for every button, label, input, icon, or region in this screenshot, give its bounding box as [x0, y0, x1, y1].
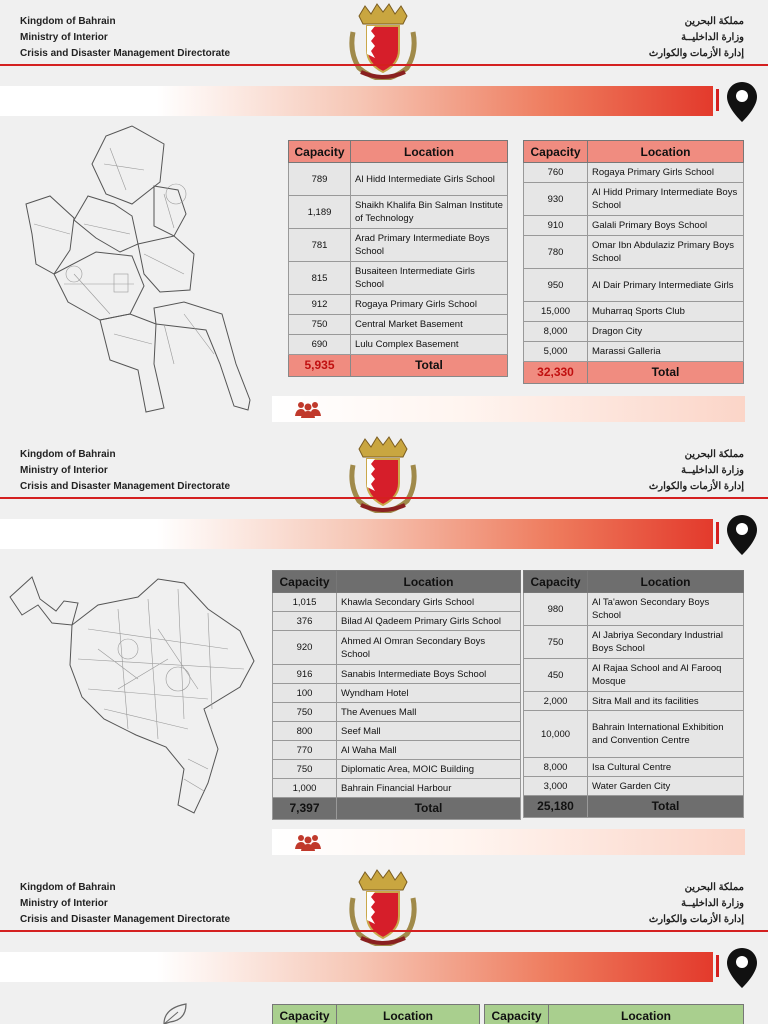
ministry-emblem	[345, 2, 421, 80]
col-capacity: Capacity	[524, 571, 588, 593]
location-cell: Lulu Complex Basement	[351, 335, 508, 355]
header-ministry: Ministry of Interior	[20, 465, 108, 476]
district-map	[8, 569, 258, 819]
banner-marker	[716, 955, 719, 977]
location-cell: Al Jabriya Secondary Industrial Boys School	[588, 626, 744, 659]
shelter-table-right	[523, 570, 744, 818]
col-location: Location	[337, 1005, 480, 1024]
capacity-cell: 910	[524, 216, 588, 236]
capacity-cell: 916	[273, 665, 337, 684]
banner-marker	[716, 522, 719, 544]
capacity-cell: 15,000	[524, 302, 588, 322]
header-ministry: Ministry of Interior	[20, 898, 108, 909]
capacity-cell: 8,000	[524, 758, 588, 777]
capacity-cell: 100	[273, 684, 337, 703]
total-label: Total	[588, 362, 744, 384]
col-capacity: Capacity	[273, 1005, 337, 1024]
col-location: Location	[588, 141, 744, 163]
col-capacity: Capacity	[485, 1005, 549, 1024]
location-cell: Muharraq Sports Club	[588, 302, 744, 322]
header-kingdom: Kingdom of Bahrain	[20, 16, 116, 27]
ministry-emblem	[345, 435, 421, 513]
capacity-cell: 376	[273, 612, 337, 631]
location-cell: Water Garden City	[588, 777, 744, 796]
header-ministry-ar: وزارة الداخليــة	[681, 898, 744, 909]
header-kingdom-ar: مملكة البحرين	[684, 449, 744, 460]
capacity-cell: 450	[524, 659, 588, 692]
capacity-cell: 950	[524, 269, 588, 302]
col-capacity: Capacity	[289, 141, 351, 163]
col-capacity: Capacity	[273, 571, 337, 593]
section-banner	[0, 519, 713, 549]
capacity-cell: 1,000	[273, 779, 337, 798]
capacity-cell: 912	[289, 295, 351, 315]
leaf-icon	[160, 1002, 190, 1024]
capacity-cell: 1,189	[289, 196, 351, 229]
section-banner	[0, 86, 713, 116]
header-directorate: Crisis and Disaster Management Directorate	[20, 481, 231, 492]
header-directorate: Crisis and Disaster Management Directorate	[20, 48, 231, 59]
shelter-table-left	[272, 1004, 480, 1024]
header-english	[20, 880, 230, 928]
location-cell: Al Dair Primary Intermediate Girls	[588, 269, 744, 302]
header-english	[20, 447, 230, 495]
location-cell: Khawla Secondary Girls School	[337, 593, 521, 612]
location-cell: Sanabis Intermediate Boys School	[337, 665, 521, 684]
capacity-cell: 781	[289, 229, 351, 262]
capacity-cell: 980	[524, 593, 588, 626]
header-directorate-ar: إدارة الأزمات والكوارث	[648, 481, 744, 492]
header-ministry-ar: وزارة الداخليــة	[681, 32, 744, 43]
total-capacity: 32,330	[524, 362, 588, 384]
page-1	[0, 0, 768, 433]
total-capacity: 7,397	[273, 798, 337, 820]
header-english	[20, 14, 230, 62]
header-directorate-ar: إدارة الأزمات والكوارث	[648, 48, 744, 59]
location-cell: Shaikh Khalifa Bin Salman Institute of Technology	[351, 196, 508, 229]
location-cell: Rogaya Primary Girls School	[588, 163, 744, 183]
location-cell: Al Rajaa School and Al Farooq Mosque	[588, 659, 744, 692]
header-divider	[0, 64, 768, 66]
location-cell: Al Ta'awon Secondary Boys School	[588, 593, 744, 626]
location-cell: Galali Primary Boys School	[588, 216, 744, 236]
header-ministry-ar: وزارة الداخليــة	[681, 465, 744, 476]
capacity-cell: 2,000	[524, 692, 588, 711]
header-directorate-ar: إدارة الأزمات والكوارث	[648, 914, 744, 925]
location-cell: Al Hidd Primary Intermediate Boys School	[588, 183, 744, 216]
location-cell: Bahrain Financial Harbour	[337, 779, 521, 798]
location-cell: Rogaya Primary Girls School	[351, 295, 508, 315]
capacity-cell: 920	[273, 631, 337, 665]
capacity-cell: 789	[289, 163, 351, 196]
location-cell: Busaiteen Intermediate Girls School	[351, 262, 508, 295]
header-arabic	[649, 14, 744, 62]
capacity-cell: 750	[273, 760, 337, 779]
col-location: Location	[588, 571, 744, 593]
capacity-cell: 750	[524, 626, 588, 659]
total-label: Total	[588, 796, 744, 818]
header-kingdom: Kingdom of Bahrain	[20, 882, 116, 893]
people-icon	[294, 833, 322, 851]
capacity-cell: 8,000	[524, 322, 588, 342]
location-cell: Sitra Mall and its facilities	[588, 692, 744, 711]
shelter-table-left	[272, 570, 521, 820]
capacity-cell: 930	[524, 183, 588, 216]
location-cell: Marassi Galleria	[588, 342, 744, 362]
section-banner	[0, 952, 713, 982]
location-cell: Omar Ibn Abdulaziz Primary Boys School	[588, 236, 744, 269]
location-cell: Central Market Basement	[351, 315, 508, 335]
location-cell: Dragon City	[588, 322, 744, 342]
capacity-cell: 690	[289, 335, 351, 355]
shelter-table-right	[484, 1004, 744, 1024]
people-bar	[272, 396, 745, 422]
location-pin-icon	[725, 946, 759, 990]
total-label: Total	[337, 798, 521, 820]
col-location: Location	[351, 141, 508, 163]
location-cell: Al Waha Mall	[337, 741, 521, 760]
header-ministry: Ministry of Interior	[20, 32, 108, 43]
district-map	[14, 124, 254, 414]
capacity-cell: 760	[524, 163, 588, 183]
capacity-cell: 10,000	[524, 711, 588, 758]
capacity-cell: 750	[273, 703, 337, 722]
col-capacity: Capacity	[524, 141, 588, 163]
location-pin-icon	[725, 513, 759, 557]
capacity-cell: 3,000	[524, 777, 588, 796]
location-cell: The Avenues Mall	[337, 703, 521, 722]
page-2	[0, 433, 768, 866]
people-icon	[294, 400, 322, 418]
capacity-cell: 800	[273, 722, 337, 741]
capacity-cell: 815	[289, 262, 351, 295]
total-capacity: 5,935	[289, 355, 351, 377]
shelter-table-left	[288, 140, 508, 377]
header-kingdom-ar: مملكة البحرين	[684, 16, 744, 27]
location-cell: Wyndham Hotel	[337, 684, 521, 703]
location-pin-icon	[725, 80, 759, 124]
people-bar	[272, 829, 745, 855]
total-capacity: 25,180	[524, 796, 588, 818]
location-cell: Ahmed Al Omran Secondary Boys School	[337, 631, 521, 665]
capacity-cell: 770	[273, 741, 337, 760]
col-location: Location	[549, 1005, 744, 1024]
capacity-cell: 780	[524, 236, 588, 269]
location-cell: Al Hidd Intermediate Girls School	[351, 163, 508, 196]
ministry-emblem	[345, 868, 421, 946]
header-arabic	[649, 880, 744, 928]
header-divider	[0, 497, 768, 499]
capacity-cell: 750	[289, 315, 351, 335]
location-cell: Arad Primary Intermediate Boys School	[351, 229, 508, 262]
location-cell: Bilad Al Qadeem Primary Girls School	[337, 612, 521, 631]
header-divider	[0, 930, 768, 932]
header-kingdom: Kingdom of Bahrain	[20, 449, 116, 460]
location-cell: Bahrain International Exhibition and Convention Centre	[588, 711, 744, 758]
total-label: Total	[351, 355, 508, 377]
location-cell: Diplomatic Area, MOIC Building	[337, 760, 521, 779]
location-cell: Isa Cultural Centre	[588, 758, 744, 777]
capacity-cell: 5,000	[524, 342, 588, 362]
shelter-table-right	[523, 140, 744, 384]
location-cell: Seef Mall	[337, 722, 521, 741]
header-kingdom-ar: مملكة البحرين	[684, 882, 744, 893]
page-3	[0, 866, 768, 1024]
capacity-cell: 1,015	[273, 593, 337, 612]
col-location: Location	[337, 571, 521, 593]
banner-marker	[716, 89, 719, 111]
header-arabic	[649, 447, 744, 495]
header-directorate: Crisis and Disaster Management Directorate	[20, 914, 231, 925]
